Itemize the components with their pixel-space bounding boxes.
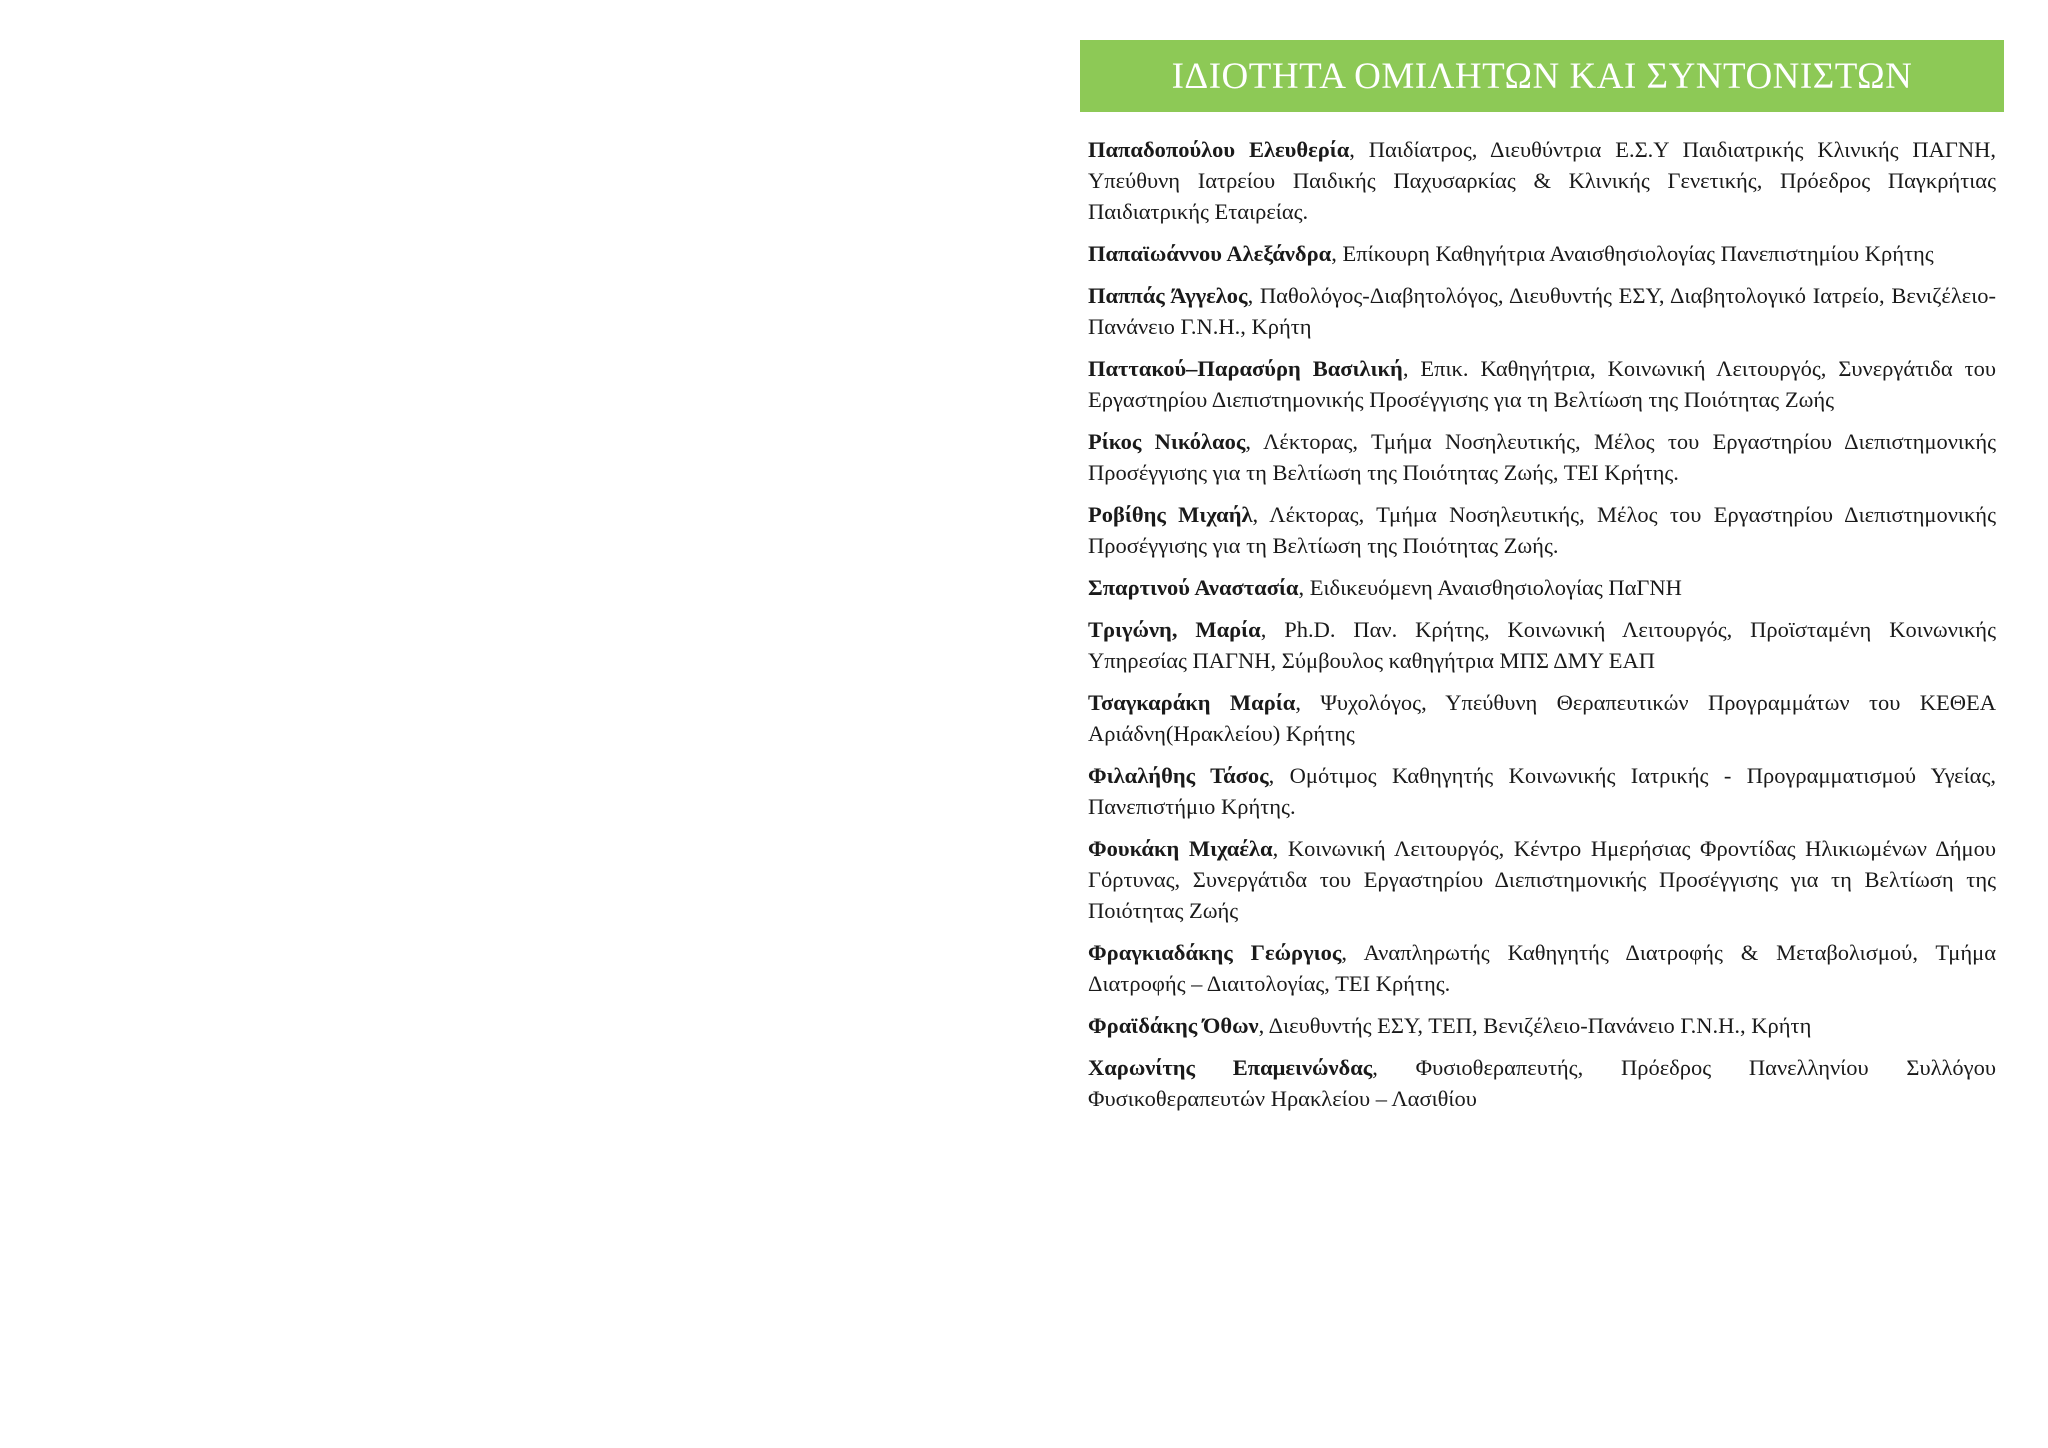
speaker-entry	[1088, 1010, 1996, 1041]
right-page	[1024, 0, 2048, 1448]
speaker-name: Σπαρτινού Αναστασία	[1088, 575, 1299, 600]
speaker-entry	[1088, 134, 1996, 227]
speaker-entry	[1088, 353, 1996, 415]
speaker-entry	[1088, 499, 1996, 561]
speaker-name: Παπαϊωάννου Αλεξάνδρα	[1088, 241, 1332, 266]
speaker-description: , Ειδικευόμενη Αναισθησιολογίας ΠαΓΝΗ	[1298, 575, 1682, 600]
speaker-description: , Ομότιμος Καθηγητής Κοινωνικής Ιατρικής - Προγραμματισμού Υγείας, Πανεπιστήμιο Κρήτης.	[1088, 763, 1996, 819]
speaker-entry	[1088, 426, 1996, 488]
speaker-description: , Επικ. Καθηγήτρια, Κοινωνική Λειτουργός, Συνεργάτιδα του Εργαστηρίου Διεπιστημονικής Προσέγγισης για τη Βελτίωση της Ποιότητας Ζωής	[1088, 356, 1997, 412]
speaker-name: Τσαγκαράκη Μαρία	[1088, 690, 1296, 715]
speaker-description: , Παθολόγος-Διαβητολόγος, Διευθυντής ΕΣΥ, Διαβητολογικό Ιατρείο, Βενιζέλειο-Πανάνειο Γ.Ν.Η., Κρήτη	[1088, 283, 1997, 339]
speaker-entry	[1088, 238, 1996, 269]
speaker-name: Φραϊδάκης Όθων	[1088, 1013, 1259, 1038]
speaker-entry	[1088, 572, 1996, 603]
speaker-entry	[1088, 937, 1996, 999]
speaker-name: Παττακού–Παρασύρη Βασιλική	[1088, 356, 1403, 381]
speaker-description: , Ph.D. Παν. Κρήτης, Κοινωνική Λειτουργός, Προϊσταμένη Κοινωνικής Υπηρεσίας ΠΑΓΝΗ, Σύμβουλος καθηγήτρια ΜΠΣ ΔΜΥ ΕΑΠ	[1088, 617, 1996, 673]
speaker-name: Φιλαλήθης Τάσος	[1088, 763, 1269, 788]
speaker-entry	[1088, 687, 1996, 749]
speaker-name: Ρίκος Νικόλαος	[1088, 429, 1246, 454]
speaker-name: Φραγκιαδάκης Γεώργιος	[1088, 940, 1342, 965]
speaker-description: , Επίκουρη Καθηγήτρια Αναισθησιολογίας Πανεπιστημίου Κρήτης	[1331, 241, 1934, 266]
speaker-entry	[1088, 614, 1996, 676]
page-title: ΙΔΙΟΤΗΤΑ ΟΜΙΛΗΤΩΝ ΚΑΙ ΣΥΝΤΟΝΙΣΤΩΝ	[1171, 55, 1913, 97]
speaker-list	[1088, 134, 1996, 1125]
speaker-description: , Διευθυντής ΕΣΥ, ΤΕΠ, Βενιζέλειο-Πανάνειο Γ.Ν.Η., Κρήτη	[1258, 1013, 1812, 1038]
speaker-description: , Παιδίατρος, Διευθύντρια Ε.Σ.Υ Παιδιατρικής Κλινικής ΠΑΓΝΗ, Υπεύθυνη Ιατρείου Παιδικής Παχυσαρκίας & Κλινικής Γενετικής, Πρόεδρος Παγκρήτιας Παιδιατρικής Εταιρείας.	[1088, 137, 1997, 224]
speaker-description: , Κοινωνική Λειτουργός, Κέντρο Ημερήσιας Φροντίδας Ηλικιωμένων Δήμου Γόρτυνας, Συνεργάτιδα του Εργαστηρίου Διεπιστημονικής Προσέγγισης για τη Βελτίωση της Ποιότητας Ζωής	[1088, 836, 1996, 923]
speaker-entry	[1088, 760, 1996, 822]
speaker-name: Παπαδοπούλου Ελευθερία	[1088, 137, 1350, 162]
title-banner	[1080, 40, 2004, 112]
speaker-name: Τριγώνη, Μαρία	[1088, 617, 1261, 642]
speaker-entry	[1088, 280, 1996, 342]
speaker-name: Παππάς Άγγελος	[1088, 283, 1248, 308]
speaker-description: , Φυσιοθεραπευτής, Πρόεδρος Πανελληνίου Συλλόγου Φυσικοθεραπευτών Ηρακλείου – Λασιθίου	[1088, 1055, 1996, 1111]
speaker-description: , Αναπληρωτής Καθηγητής Διατροφής & Μεταβολισμού, Τμήμα Διατροφής – Διαιτολογίας, ΤΕΙ Κρήτης.	[1088, 940, 1996, 996]
speaker-description: , Λέκτορας, Τμήμα Νοσηλευτικής, Μέλος του Εργαστηρίου Διεπιστημονικής Προσέγγισης για τη Βελτίωση της Ποιότητας Ζωής.	[1088, 502, 1996, 558]
speaker-entry	[1088, 1052, 1996, 1114]
speaker-description: , Λέκτορας, Τμήμα Νοσηλευτικής, Μέλος του Εργαστηρίου Διεπιστημονικής Προσέγγισης για τη Βελτίωση της Ποιότητας Ζωής, ΤΕΙ Κρήτης.	[1088, 429, 1996, 485]
speaker-name: Φουκάκη Μιχαέλα	[1088, 836, 1273, 861]
speaker-name: Χαρωνίτης Επαμεινώνδας	[1088, 1055, 1373, 1080]
speaker-entry	[1088, 833, 1996, 926]
speaker-name: Ροβίθης Μιχαήλ	[1088, 502, 1253, 527]
speaker-description: , Ψυχολόγος, Υπεύθυνη Θεραπευτικών Προγραμμάτων του ΚΕΘΕΑ Αριάδνη(Ηρακλείου) Κρήτης	[1088, 690, 1997, 746]
